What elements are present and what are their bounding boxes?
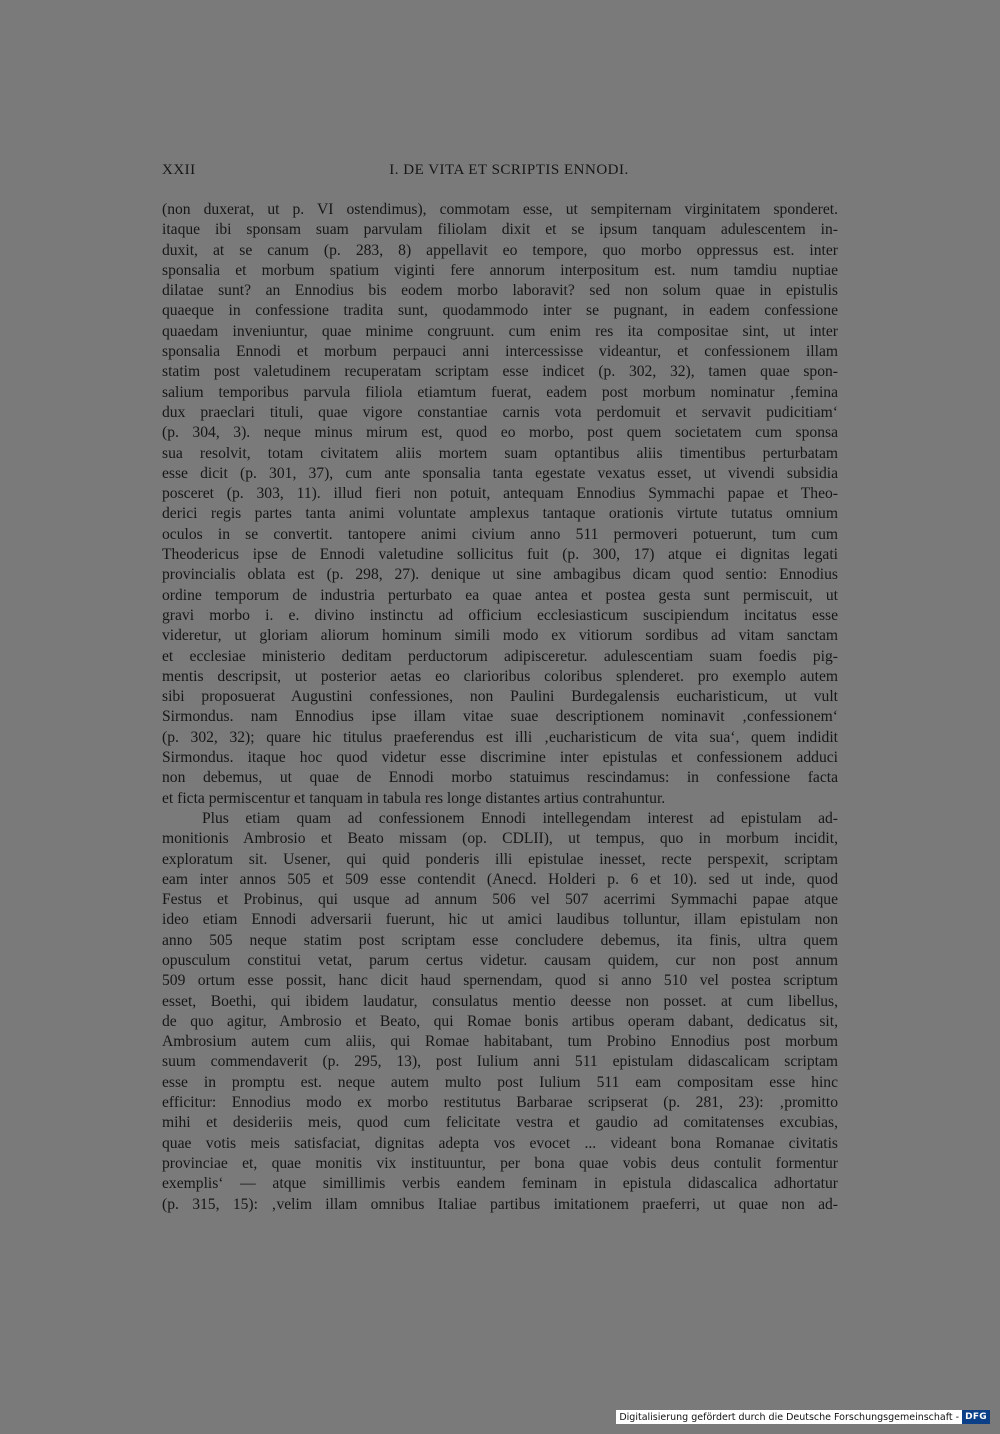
text-line: gravi morbo i. e. divino instinctu ad officium ecclesiasticum suscipiendum incitatus esse — [162, 606, 838, 624]
text-line: quae votis meis satisfaciat, dignitas adepta vos evocet ... videant bona Romanae civitatis — [162, 1134, 838, 1152]
text-line: anno 505 neque statim post scriptam esse concludere debemus, ita finis, ultra quem — [162, 931, 838, 949]
text-line: suum commendaverit (p. 295, 13), post Iulium anni 511 epistulam didascalicam scriptam — [162, 1053, 838, 1071]
text-line: et ecclesiae ministerio deditam perductorum adipisceretur. adulescentiam suam foedis pig- — [162, 647, 838, 665]
text-line: statim post valetudinem recuperatam scriptam esse indicet (p. 302, 32), tamen quae spon- — [162, 363, 838, 381]
text-line: provincialis oblata est (p. 298, 27). denique ut sine ambagibus dicam quod sentio: Ennodius — [162, 566, 838, 584]
text-line: itaque ibi sponsam suam parvulam filiolam dixit et se ipsum tanquam adulescentem in- — [162, 221, 838, 239]
text-line: Theodericus ipse de Ennodi valetudine sollicitus fuit (p. 300, 17) atque ei dignitas legati — [162, 546, 838, 564]
text-line: quaeque in confessione tradita sunt, quodammodo inter se pugnant, in eadem confessione — [162, 302, 838, 320]
text-line: dux praeclari tituli, quae vigore constantiae carnis vota perdomuit et servavit pudicitiam‘ — [162, 403, 838, 421]
text-line: derici regis partes tanta animi voluntate amplexus tantaque orationis virtute tutatus omnium — [162, 505, 838, 523]
text-line: ordine temporum de industria perturbato ea quae antea et postea gesta sunt permiscuit, ut — [162, 586, 838, 604]
text-line: sponsalia et morbum spatium viginti fere annorum interpositum est. num tamdiu nuptiae — [162, 261, 838, 279]
digitization-credit-text: Digitalisierung gefördert durch die Deutsche Forschungsgemeinschaft - — [619, 1411, 960, 1423]
text-line: monitionis Ambrosio et Beato missam (op. CDLII), ut tempus, quo in morbum incidit, — [162, 830, 838, 848]
text-line: 509 ortum esse possit, hanc dicit haud spernendam, quod si anno 510 vel postea scriptum — [162, 972, 838, 990]
dfg-logo[interactable]: DFG — [962, 1410, 990, 1424]
body-text — [162, 200, 838, 1235]
text-line: exploratum sit. Usener, qui quid ponderis illi epistulae inesset, recte perspexit, scriptam — [162, 850, 838, 868]
text-line: de quo agitur, Ambrosio et Beato, qui Romae bonis artibus operam dabant, dedicatus sit, — [162, 1012, 838, 1030]
text-line: dilatae sunt? an Ennodius bis eodem morbo laboravit? sed non solum quae in epistulis — [162, 282, 838, 300]
text-line: (p. 302, 32); quare hic titulus praeferendus est illi ‚eucharisticum de vita sua‘, quem indidit — [162, 728, 838, 746]
text-line: Ambrosium autem cum aliis, qui Romae habitabant, tum Probino Ennodius post morbum — [162, 1033, 838, 1051]
text-line: esset, Boethi, qui ibidem laudatur, consulatus mentio deesse non posset. at cum libellus, — [162, 992, 838, 1010]
text-line: sponsalia Ennodi et morbum perpauci anni intercessisse videantur, et confessionem illam — [162, 343, 838, 361]
text-line: sua resolvit, totam civitatem aliis mortem suam optantibus aliis timentibus perturbatam — [162, 444, 838, 462]
page-number: XXII — [162, 162, 196, 178]
text-line: eam inter annos 505 et 509 esse contendit (Anecd. Holderi p. 6 et 10). sed ut inde, quod — [162, 870, 838, 888]
text-line: opusculum constitui vetat, parum certus videtur. causam quidem, cur non post annum — [162, 951, 838, 969]
text-line — [162, 1215, 838, 1235]
text-line: et ficta permiscentur et tanquam in tabula res longe distantes artius contrahuntur. — [162, 789, 666, 807]
digitization-credit-bar — [616, 1410, 990, 1424]
running-title: I. DE VITA ET SCRIPTIS ENNODI. — [389, 162, 629, 178]
text-line: (p. 315, 15): ‚velim illam omnibus Italiae partibus imitationem praeferri, ut quae non ad- — [162, 1195, 838, 1213]
text-line: provinciae et, quae monitis vix instituuntur, per bona quae vobis deus contulit formentur — [162, 1154, 838, 1172]
text-line: sibi proposuerat Augustini confessiones, non Paulini Burdegalensis eucharisticum, ut vult — [162, 688, 838, 706]
text-line: esse dicit (p. 301, 37), cum ante sponsalia tanta egestate vexatus esset, ut vivendi subsidia — [162, 464, 838, 482]
text-line: (p. 304, 3). neque minus mirum est, quod eo morbo, post quem societatem cum sponsa — [162, 424, 838, 442]
text-line: Sirmondus. nam Ennodius ipse illam vitae suae descriptionem nominavit ‚confessionem‘ — [162, 708, 838, 726]
text-line: (non duxerat, ut p. VI ostendimus), commotam esse, ut sempiternam virginitatem sponderet. — [162, 201, 838, 218]
text-line: mentis descripsit, ut posterior aetas eo clarioribus coloribus splenderet. pro exemplo autem — [162, 667, 838, 685]
text-line: Festus et Probinus, qui usque ad annum 506 vel 507 acerrimi Symmachi papae atque — [162, 891, 838, 909]
text-line: posceret (p. 303, 11). illud fieri non potuit, antequam Ennodius Symmachi papae et Theo- — [162, 485, 838, 503]
text-line: videretur, ut gloriam aliorum hominum simili modo ex vitiorum sordibus ad vitam sanctam — [162, 627, 838, 645]
text-line: ideo etiam Ennodi adversarii fuerunt, hic ut amici laudibus tolluntur, illam epistulam non — [162, 911, 838, 929]
text-line: salium temporibus parvula filiola etiamtum fuerat, eadem post morbum nominatur ‚femina — [162, 383, 838, 401]
text-line: mihi et desideriis meis, quod cum felicitate vestra et gaudio ad comitatenses excubias, — [162, 1114, 838, 1132]
text-line: quaedam inveniuntur, quae minime congruunt. cum enim res ita compositae sint, ut inter — [162, 322, 838, 340]
page-header — [162, 162, 838, 184]
text-line: non debemus, ut quae de Ennodi morbo statuimus rescindamus: in confessione facta — [162, 769, 838, 787]
text-line: duxit, at se canum (p. 283, 8) appellavit eo tempore, quo morbo oppressus est. inter — [162, 241, 838, 259]
text-line: efficitur: Ennodius modo ex morbo restitutus Barbarae scripserat (p. 281, 23): ‚promitto — [162, 1094, 838, 1112]
text-line: Sirmondus. itaque hoc quod videtur esse discrimine inter epistulas et confessionem adduci — [162, 749, 838, 767]
text-line: esse in promptu est. neque autem multo post Iulium 511 eam compositam esse hinc — [162, 1073, 838, 1091]
text-line: Plus etiam quam ad confessionem Ennodi intellegendam interest ad epistulam ad- — [202, 809, 838, 827]
text-line: exemplis‘ — atque simillimis verbis eandem feminam in epistula didascalica adhortatur — [162, 1175, 838, 1193]
text-line: oculos in se convertit. tantopere animi civium anno 511 permoveri potuerunt, tum cum — [162, 525, 838, 543]
